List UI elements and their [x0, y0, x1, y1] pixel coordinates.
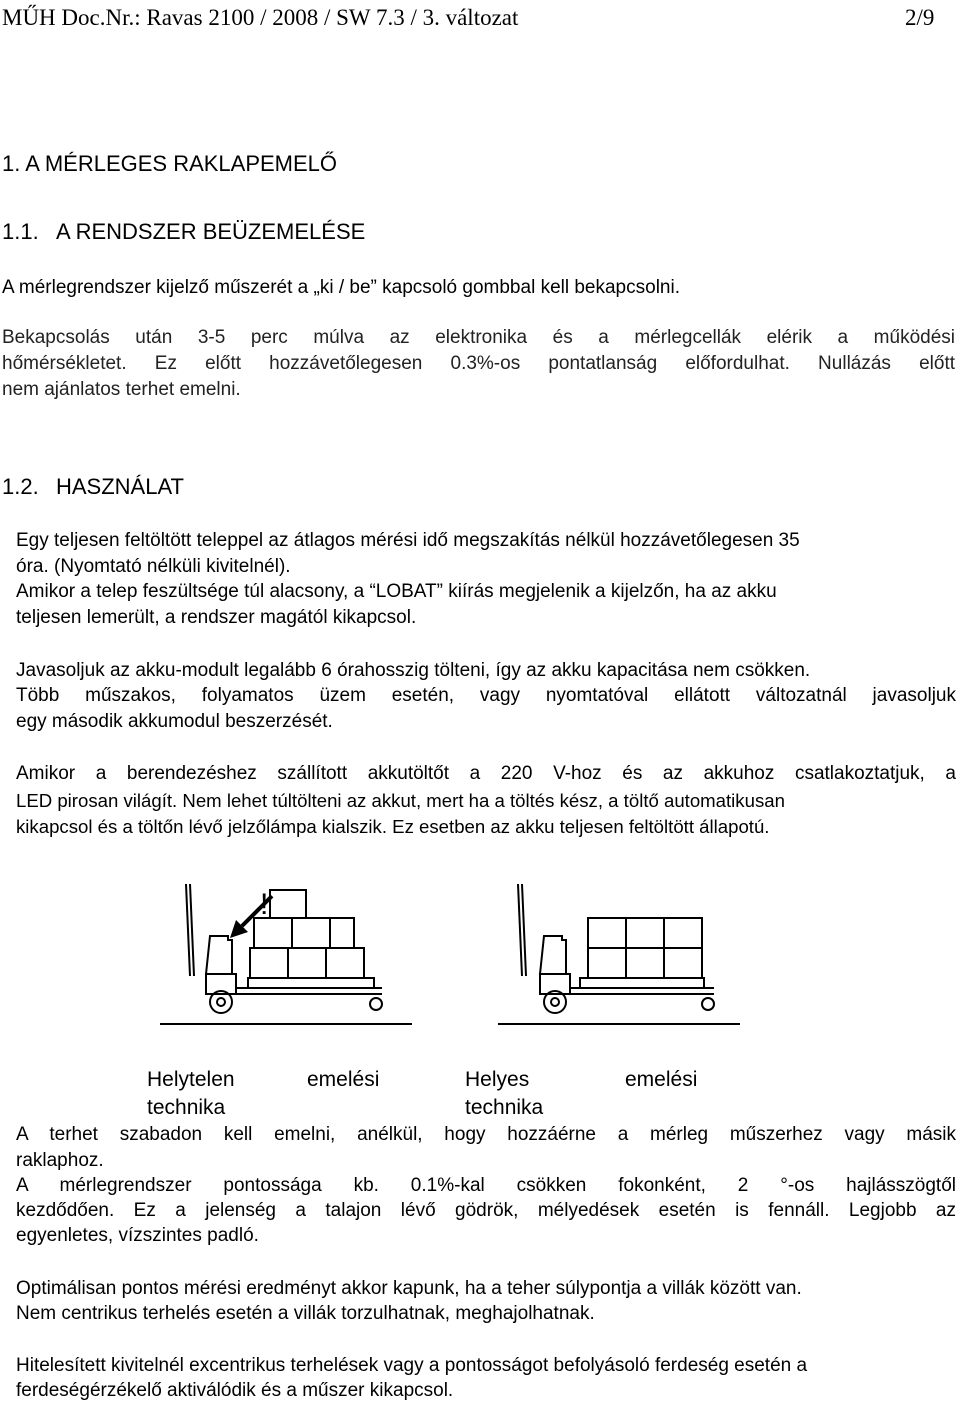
paragraph-warmup-line-2: hőmérsékletet. Ez előtt hozzávetőlegesen 0.3%-os pontatlanság előfordulhat. Nullázás előtt	[2, 353, 955, 374]
correct-caption-word-2: emelési	[625, 1068, 698, 1091]
usage-line-4: teljesen lemerült, a rendszer magától kikapcsol.	[16, 607, 417, 628]
correct-lifting-illustration	[488, 876, 748, 1036]
charging-line-2: Több műszakos, folyamatos üzem esetén, vagy nyomtatóval ellátott változatnál javasoljuk	[16, 685, 956, 706]
charging-line-1: Javasoljuk az akku-modult legalább 6 órahosszig tölteni, így az akku kapacitása nem csökken.	[16, 660, 811, 681]
charger-line-1: Amikor a berendezéshez szállított akkutöltőt a 220 V-hoz és az akkuhoz csatlakoztatjuk, a	[16, 763, 956, 784]
usage-line-2: óra. (Nyomtató nélküli kivitelnél).	[16, 556, 291, 577]
paragraph-warmup-line-1: Bekapcsolás után 3-5 perc múlva az elektronika és a mérlegcellák elérik a működési	[2, 327, 955, 348]
section-1-2-title: HASZNÁLAT	[56, 474, 184, 499]
usage-line-3: Amikor a telep feszültsége túl alacsony, a “LOBAT” kiírás megjelenik a kijelzőn, ha az akku	[16, 581, 777, 602]
document-number: MŰH Doc.Nr.: Ravas 2100 / 2008 / SW 7.3 / 3. változat	[2, 5, 519, 30]
tilt-line-1: Hitelesített kivitelnél excentrikus terhelések vagy a pontosságot befolyásoló ferdeség esetén a	[16, 1355, 808, 1376]
accuracy-line-3: egyenletes, vízszintes padló.	[16, 1225, 259, 1246]
charging-line-3: egy második akkumodul beszerzését.	[16, 711, 333, 732]
usage-line-1: Egy teljesen feltöltött teleppel az átlagos mérési idő megszakítás nélkül hozzávetőlegesen 35	[16, 530, 800, 551]
charger-line-2: LED pirosan világít. Nem lehet túltölteni az akkut, mert ha a töltés kész, a töltő automatikusan	[16, 790, 785, 811]
page-number: 2/9	[905, 5, 935, 30]
warning-mark: !	[260, 888, 269, 921]
tilt-line-2: ferdeségérzékelő aktiválódik és a műszer kikapcsol.	[16, 1380, 454, 1401]
optimal-line-2: Nem centrikus terhelés esetén a villák torzulhatnak, meghajolhatnak.	[16, 1303, 595, 1324]
free-lift-line-2: raklaphoz.	[16, 1150, 104, 1171]
incorrect-lifting-illustration	[150, 876, 420, 1036]
free-lift-line-1: A terhet szabadon kell emelni, anélkül, hogy hozzáérne a mérleg műszerhez vagy másik	[16, 1124, 956, 1145]
incorrect-caption-word-3: technika	[147, 1096, 226, 1119]
accuracy-line-1: A mérlegrendszer pontossága kb. 0.1%-kal csökken fokonként, 2 °-os hajlásszögtől	[16, 1175, 956, 1196]
section-1-1-title: A RENDSZER BEÜZEMELÉSE	[56, 219, 366, 244]
correct-caption-word-3: technika	[465, 1096, 544, 1119]
charger-line-3: kikapcsol és a töltőn lévő jelzőlámpa kialszik. Ez esetben az akku teljesen feltöltött állapotú.	[16, 816, 770, 837]
incorrect-caption-word-2: emelési	[307, 1068, 380, 1091]
optimal-line-1: Optimálisan pontos mérési eredményt akkor kapunk, ha a teher súlypontja a villák között van.	[16, 1278, 802, 1299]
section-1-2-number: 1.2.	[2, 474, 39, 499]
accuracy-line-2: kezdődően. Ez a jelenség a talajon lévő gödrök, mélyedések esetén is fennáll. Legjobb az	[16, 1200, 956, 1221]
correct-caption-word-1: Helyes	[465, 1068, 530, 1091]
section-1-title: 1. A MÉRLEGES RAKLAPEMELŐ	[2, 151, 338, 176]
incorrect-caption-word-1: Helytelen	[147, 1068, 235, 1091]
paragraph-warmup-line-3: nem ajánlatos terhet emelni.	[2, 379, 241, 400]
section-1-1-number: 1.1.	[2, 219, 39, 244]
paragraph-power-on: A mérlegrendszer kijelző műszerét a „ki / be” kapcsoló gombbal kell bekapcsolni.	[2, 277, 680, 298]
